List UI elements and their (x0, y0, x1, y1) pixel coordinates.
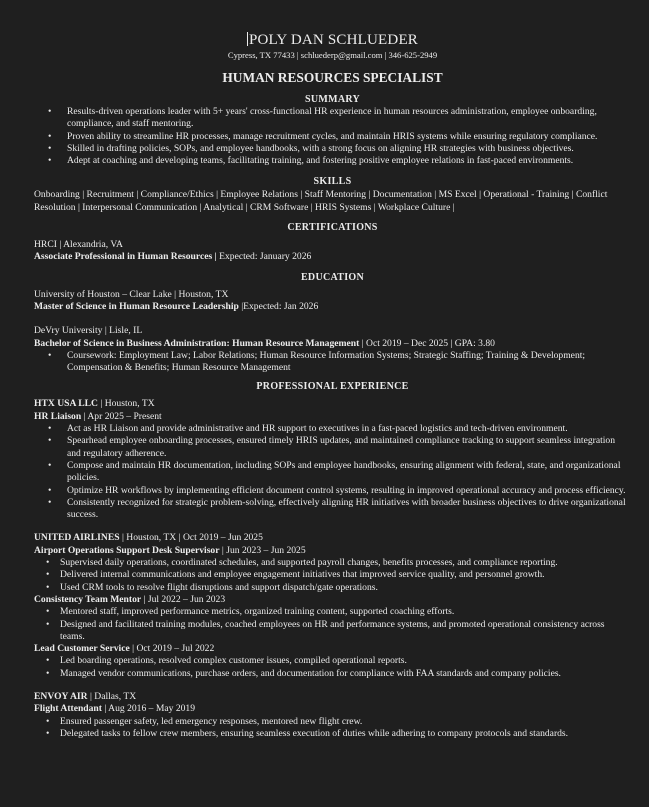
cert-line (34, 251, 631, 263)
role-title: Consistency Team Mentor (34, 593, 142, 605)
experience-list (34, 557, 631, 594)
degree-name: Bachelor of Science in Business Administration: Human Resource Management (34, 337, 360, 349)
role-title: Lead Customer Service (34, 643, 130, 655)
candidate-name-text: POLY DAN SCHLUEDER (248, 32, 419, 48)
role-line (34, 545, 631, 557)
degree-line (34, 301, 631, 313)
experience-bullet: • Spearhead employee onboarding processes, ensured timely HRIS updates, and maintained compliance tracking to support seamless integration and regulatory adherence. (34, 435, 631, 460)
experience-bullet: • Designed and facilitated training modules, coached employees on HR and performance systems, and promoted operational consistency across teams. (34, 619, 631, 644)
text-cursor (247, 32, 248, 46)
experience-bullet: • Compose and maintain HR documentation, including SOPs and employee handbooks, ensuring alignment with federal, state, and organizational policies. (34, 460, 631, 485)
company-name: UNITED AIRLINES (34, 532, 120, 544)
education-heading: EDUCATION (300, 271, 365, 283)
summary-bullet: • Results-driven operations leader with 5+ years' cross-functional HR experience in human resources administration, employee onboarding, compliance, and staff mentoring. (34, 106, 631, 131)
company-line (34, 691, 631, 703)
cert-separator: | (212, 251, 220, 263)
experience-list (34, 655, 631, 680)
degree-date: | Oct 2019 – Dec 2025 | GPA: 3.80 (359, 337, 495, 349)
experience-bullet: • Mentored staff, improved performance metrics, organized training content, supported coaching efforts. (34, 606, 631, 618)
summary-bullet: • Skilled in drafting policies, SOPs, and employee handbooks, with a strong focus on aligning HR strategies with business objectives. (34, 143, 631, 155)
skills-list: Onboarding | Recruitment | Compliance/Ethics | Employee Relations | Staff Mentoring | Documentation | MS Excel | Operational - Training | Conflict Resolution | Interpersonal Communication | Analytical | CRM Software | HRIS Systems | Workplace Culture | (34, 189, 608, 213)
summary-heading: SUMMARY (304, 94, 361, 105)
experience-list (34, 423, 631, 521)
role-line (34, 643, 631, 655)
role-title: HR Liaison (34, 410, 82, 422)
degree-line (34, 338, 631, 350)
experience-bullet: • Optimize HR workflows by implementing efficient document control systems, resulting in improved operational accuracy and process efficiency. (34, 485, 631, 497)
contact-line: Cypress, TX 77433 | schluederp@gmail.com | 346-625-2949 (227, 50, 438, 60)
role-line (34, 594, 631, 606)
role-dates: | Apr 2025 – Present (81, 410, 162, 422)
experience-bullet: • Act as HR Liaison and provide administrative and HR support to executives in a fast-paced logistics and tech-driven environment. (34, 423, 631, 435)
role-dates: | Oct 2019 – Jul 2022 (129, 643, 215, 655)
summary-bullet: • Proven ability to streamline HR processes, manage recruitment cycles, and maintain HRIS systems while ensuring regulatory compliance. (34, 131, 631, 143)
certifications-heading: CERTIFICATIONS (287, 222, 378, 234)
company-details: | Dallas, TX (87, 690, 137, 702)
school-line: University of Houston – Clear Lake | Houston, TX (34, 288, 229, 300)
school-line: DeVry University | Lisle, IL (34, 325, 143, 337)
experience-bullet: • Used CRM tools to resolve flight disruptions and support dispatch/gate operations. (34, 582, 631, 594)
company-details: | Houston, TX (97, 398, 155, 410)
role-title: Airport Operations Support Desk Supervisor (34, 544, 220, 556)
summary-bullet: • Adept at coaching and developing teams, facilitating training, and fostering positive employee relations in fast-paced environments. (34, 155, 631, 167)
company-line (34, 532, 631, 544)
cert-name: Associate Professional in Human Resources (34, 251, 213, 263)
coursework-bullet: • Coursework: Employment Law; Labor Relations; Human Resource Information Systems; Strategic Staffing; Training & Development; Compensation & Benefits; Human Resource Management (34, 350, 631, 375)
experience-bullet: • Consistently recognized for strategic problem-solving, effectively aligning HR initiatives with broader business objectives to drive organizational success. (34, 497, 631, 522)
experience-bullet: • Delegated tasks to fellow crew members, ensuring seamless execution of duties while adhering to company protocols and standards. (34, 728, 631, 740)
experience-bullet: • Supervised daily operations, coordinated schedules, and supported payroll changes, benefits processes, and compliance reporting. (34, 557, 631, 569)
experience-bullet: • Managed vendor communications, purchase orders, and documentation for compliance with FAA standards and company policies. (34, 668, 631, 680)
summary-list (34, 106, 631, 167)
coursework-list (34, 350, 631, 375)
experience-bullet: • Led boarding operations, resolved complex customer issues, compiled operational reports. (34, 655, 631, 667)
role-line (34, 703, 631, 715)
candidate-name (34, 0, 631, 49)
role-dates: | Jul 2022 – Jun 2023 (141, 593, 226, 605)
experience-list (34, 716, 631, 741)
company-name: HTX USA LLC (34, 398, 98, 410)
experience-list (34, 606, 631, 643)
company-line (34, 398, 631, 410)
degree-name: Master of Science in Human Resource Leadership (34, 300, 239, 312)
role-title: Flight Attendant (34, 703, 102, 715)
experience-bullet: • Ensured passenger safety, led emergency responses, mentored new flight crew. (34, 716, 631, 728)
degree-date: |Expected: Jan 2026 (238, 300, 319, 312)
company-details: | Houston, TX | Oct 2019 – Jun 2025 (119, 532, 263, 544)
role-line (34, 411, 631, 423)
experience-bullet: • Delivered internal communications and employee engagement initiatives that improved service quality, and personnel growth. (34, 569, 631, 581)
role-dates: | Aug 2016 – May 2019 (101, 703, 196, 715)
role-dates: | Jun 2023 – Jun 2025 (219, 544, 306, 556)
skills-heading: SKILLS (313, 176, 352, 188)
resume-title: HUMAN RESOURCES SPECIALIST (222, 70, 443, 85)
experience-heading: PROFESSIONAL EXPERIENCE (256, 381, 409, 393)
company-name: ENVOY AIR (34, 690, 88, 702)
cert-org-line: HRCI | Alexandria, VA (34, 239, 123, 251)
cert-date: Expected: January 2026 (219, 251, 312, 263)
